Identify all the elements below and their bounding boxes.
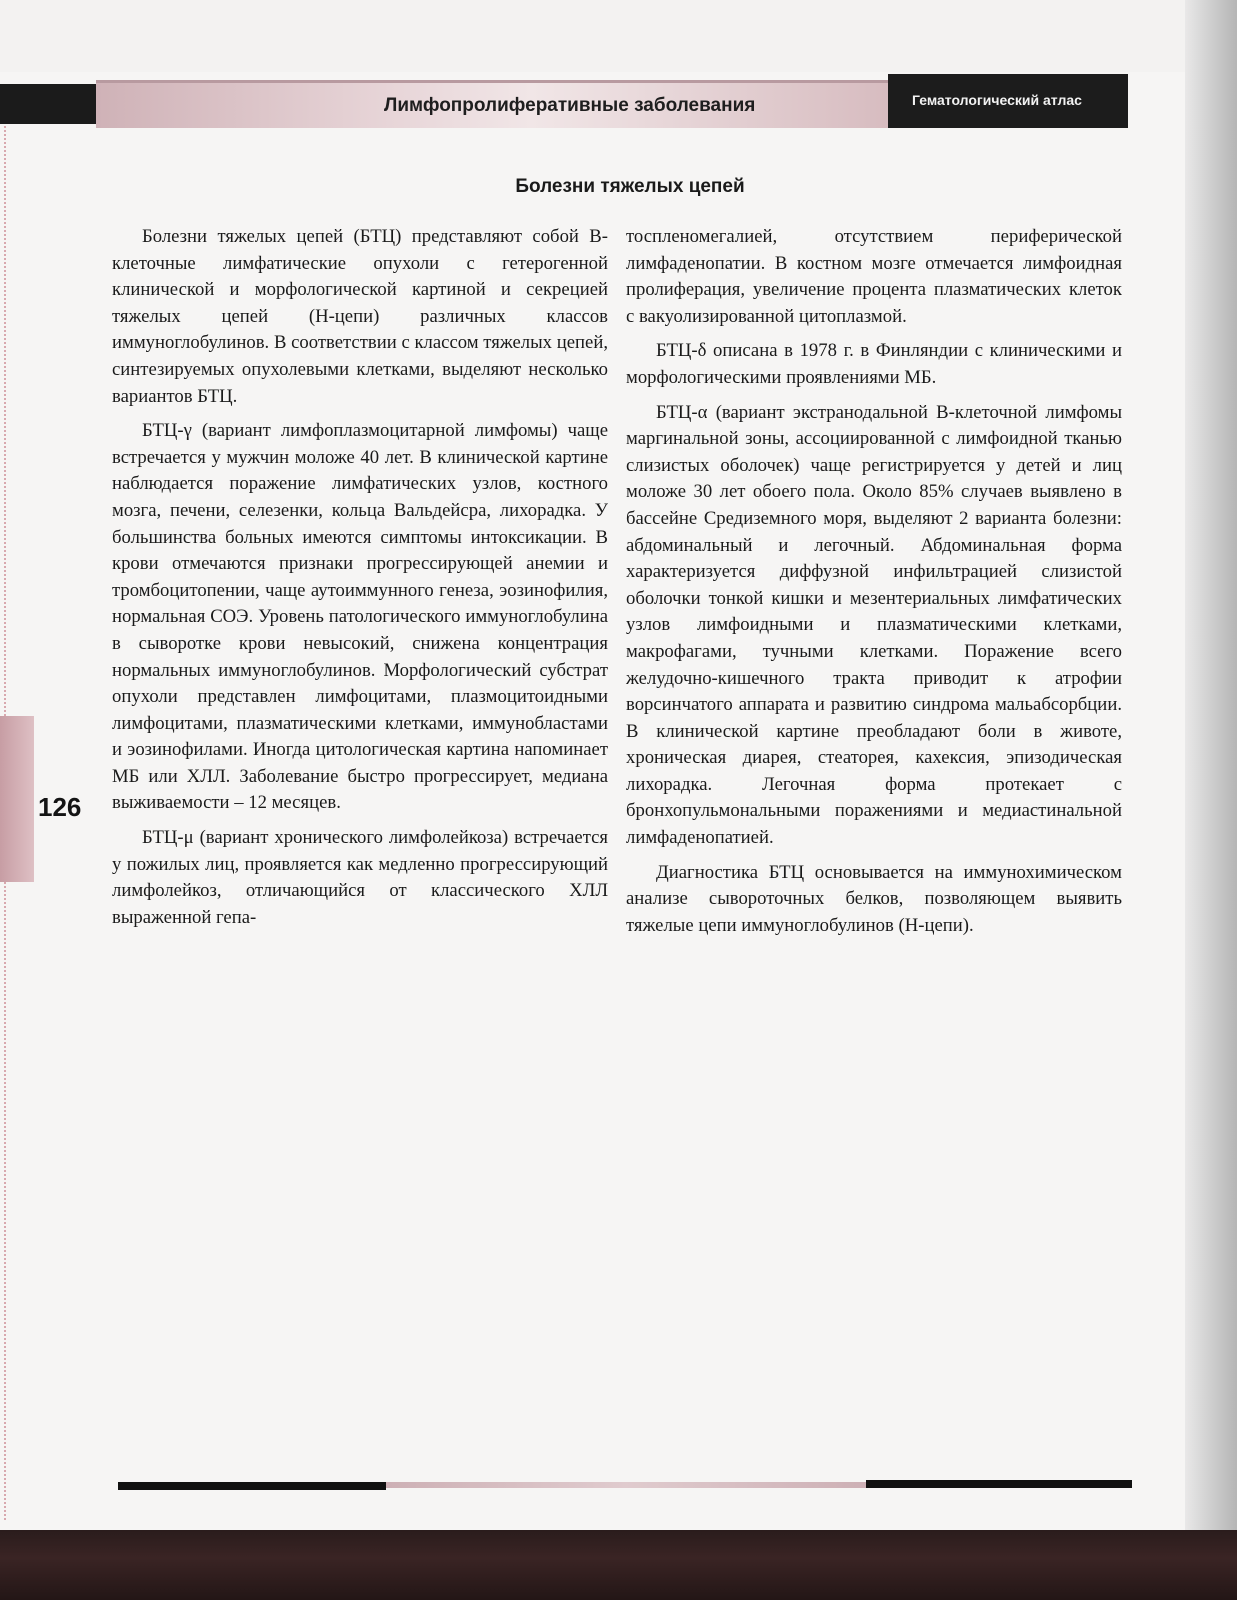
page-heading: Болезни тяжелых цепей bbox=[515, 176, 745, 197]
footer-rule-right bbox=[866, 1480, 1132, 1488]
page-fold-shadow bbox=[1185, 0, 1237, 1530]
right-text-column bbox=[626, 224, 1122, 947]
left-text-column bbox=[112, 224, 608, 939]
paragraph: БТЦ-δ описана в 1978 г. в Финляндии с клиническими и морфологическими проявлениями МБ. bbox=[626, 340, 1122, 388]
footer-rule bbox=[118, 1480, 1132, 1490]
scan-bottom-edge bbox=[0, 1530, 1237, 1600]
thumb-tab bbox=[0, 716, 34, 882]
paragraph: Диагностика БТЦ основывается на иммунохимическом анализе сывороточных белков, позволяющем выявить тяжелые цепи иммуноглобулинов (Н-цепи). bbox=[626, 861, 1122, 936]
paragraph: БТЦ-α (вариант экстранодальной В-клеточной лимфомы маргинальной зоны, ассоциированной с лимфоидной тканью слизистых оболочек) чаще регистрируется у детей и лиц моложе 30 лет обоего пола. Около 85% случаев выявлено в бассейне Средиземного моря, выделяют 2 варианта болезни: абдоминальный и легочный. Абдоминальная форма характеризуется диффузной инфильтрацией слизистой оболочки тонкой кишки и мезентериальных лимфатических узлов лимфоидными и плазматическими клетками, макрофагами, тучными клетками. Поражение всего желудочно-кишечного тракта приводит к атрофии ворсинчатого аппарата и развитию синдрома мальабсорбции. В клинической картине преобладают боли в животе, хроническая диарея, стеаторея, кахексия, эпизодическая лихорадка. Легочная форма протекает с бронхопульмональными поражениями и медиастинальной лимфаденопатией. bbox=[626, 401, 1122, 849]
running-header bbox=[0, 80, 1128, 128]
header-black-block bbox=[0, 84, 96, 124]
paragraph-continuation: тоспленомегалией, отсутствием периферической лимфаденопатии. В костном мозге отмечается лимфоидная пролиферация, увеличение процента плазматических клеток с вакуолизированной цитоплазмой. bbox=[626, 226, 1122, 327]
footer-rule-middle bbox=[386, 1482, 866, 1488]
header-section-title: Лимфопролиферативные заболевания bbox=[384, 95, 756, 116]
paragraph: БТЦ-γ (вариант лимфоплазмоцитарной лимфомы) чаще встречается у мужчин моложе 40 лет. В клинической картине наблюдается поражение лимфатических узлов, костного мозга, печени, селезенки, кольца Вальдейсра, лихорадка. У большинства больных имеются симптомы интоксикации. В крови отмечаются признаки прогрессирующей анемии и тромбоцитопении, чаще аутоиммунного генеза, эозинофилия, нормальная СОЭ. Уровень патологического иммуноглобулина в сыворотке крови невысокий, снижена концентрация нормальных иммуноглобулинов. Морфологический субстрат опухоли представлен лимфоцитами, плазмоцитоидными лимфоцитами, плазматическими клетками, иммунобластами и эозинофилами. Иногда цитологическая картина напоминает МБ или ХЛЛ. Заболевание быстро прогрессирует, медиана выживаемости – 12 месяцев. bbox=[112, 420, 608, 814]
header-section-band bbox=[96, 80, 888, 128]
header-book-title: Гематологический атлас bbox=[912, 92, 1082, 108]
paragraph: БТЦ-μ (вариант хронического лимфолейкоза) встречается у пожилых лиц, проявляется как медленно прогрессирующий лимфолейкоз, отличающийся от классического ХЛЛ выраженной гепа- bbox=[112, 827, 608, 928]
paragraph: Болезни тяжелых цепей (БТЦ) представляют собой В-клеточные лимфатические опухоли с гетерогенной клинической и морфологической картиной и секрецией тяжелых цепей (Н-цепи) различных классов иммуноглобулинов. В соответствии с классом тяжелых цепей, синтезируемых опухолевыми клетками, выделяют несколько вариантов БТЦ. bbox=[112, 226, 608, 407]
page-number: 126 bbox=[38, 792, 82, 822]
top-margin bbox=[0, 0, 1185, 72]
footer-rule-left bbox=[118, 1482, 386, 1490]
header-book-band bbox=[888, 74, 1128, 128]
